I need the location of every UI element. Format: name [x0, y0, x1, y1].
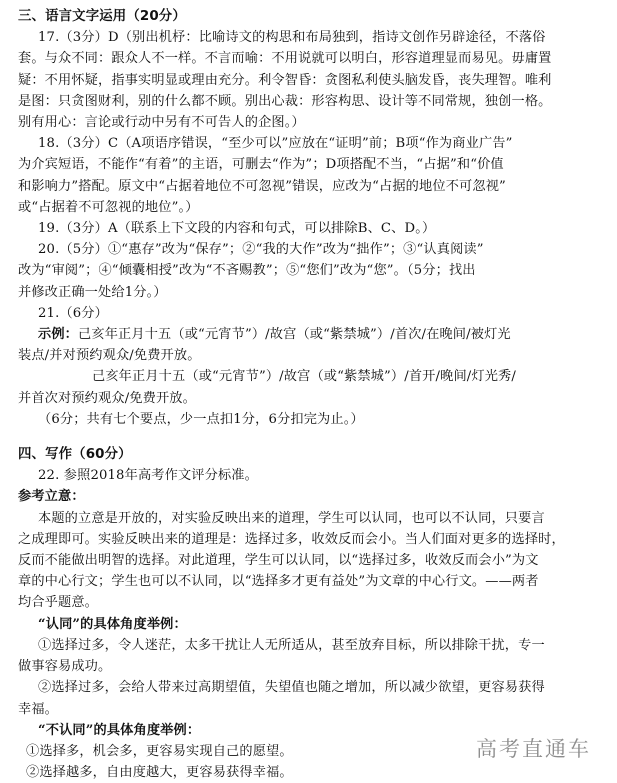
q18-line-3: 和影响力”搭配。原文中“占据着地位不可忽视”错误，应改为“占据的地位不可忽视” — [18, 178, 506, 194]
agree-2-line-2: 幸福。 — [18, 701, 59, 717]
q17-line-3: 疑：不用怀疑，指事实明显或理由充分。利令智昏：贪图私利使头脑发昏，丧失理智。唯利 — [18, 72, 552, 88]
section-gap — [18, 430, 607, 444]
reference-idea-text — [18, 508, 607, 614]
q18-line-1: 18.（3分）C（A项语序错误，“至少可以”应放在“证明”前；B项“作为商业广告” — [38, 136, 513, 152]
q18-line-4: 或“占据着不可忽视的地位”。） — [18, 199, 199, 215]
question-17 — [18, 27, 607, 133]
q17-line-1: 17.（3分）D（别出机杼：比喻诗文的构思和布局独到，指诗文创作另辟途径，不落俗 — [38, 30, 546, 46]
ref-line-4: 章的中心行文；学生也可以不认同，以“选择多才更有益处”为文章的中心行文。——两者 — [18, 574, 539, 590]
ref-line-2: 之成理即可。实验反映出来的道理是：选择过多，收效反而会小。当人们面对更多的选择时， — [18, 531, 565, 547]
section-three-heading: 三、语言文字运用（20分） — [18, 9, 186, 24]
q20-line-3: 并修改正确一处给1分。） — [18, 284, 167, 300]
disagree-2: ②选择越多，自由度越大，更容易获得幸福。 — [26, 765, 293, 781]
agree-1-line-1: ①选择过多，令人迷茫，太多干扰让人无所适从，甚至放弃目标，所以排除干扰，专一 — [38, 637, 545, 653]
agree-1-line-2: 做事容易成功。 — [18, 659, 112, 675]
ref-line-3: 反而不能做出明智的选择。对此道理，学生可以认同，以“选择过多，收效反而会小”为文 — [18, 553, 539, 569]
q17-line-5: 别有用心：言论或行动中另有不可告人的企图。） — [18, 115, 305, 131]
reference-idea-label: 参考立意： — [18, 489, 85, 505]
ref-line-1: 本题的立意是开放的，对实验反映出来的道理，学生可以认同，也可以不认同，只要言 — [38, 510, 545, 526]
agree-2-line-1: ②选择过多，会给人带来过高期望值，失望值也随之增加，所以减少欲望，更容易获得 — [38, 680, 545, 696]
q20-line-2: 改为“审阅”；④“倾囊相授”改为“不吝赐教”；⑤“您们”改为“您”。（5分；找出 — [18, 263, 476, 279]
disagree-angles-heading: “不认同”的具体角度举例： — [38, 722, 201, 738]
q17-line-4: 是图：只贪图财利，别的什么都不顾。别出心裁：形容构思、设计等不同常规，独创一格。 — [18, 93, 552, 109]
q20-line-1: 20.（5分）①“惠存”改为“保存”；②“我的大作”改为“拙作”；③“认真阅读” — [38, 242, 484, 258]
question-19: 19.（3分）A（联系上下文段的内容和句式，可以排除B、C、D。） — [38, 221, 436, 237]
q18-line-2: 为介宾短语，不能作“有着”的主语，可删去“作为”；D项搭配不当，“占据”和“价值 — [18, 157, 504, 173]
section-four-heading: 四、写作（60分） — [18, 447, 132, 463]
q21-scoring: （6分；共有七个要点，少一点扣1分，6分扣完为止。） — [38, 411, 364, 427]
q21-example-2-line-2: 并首次对预约观众/免费开放。 — [18, 390, 196, 406]
q21-example-1-line-2: 装点/并对预约观众/免费开放。 — [18, 348, 201, 364]
q21-example-1-line-1 — [18, 324, 607, 345]
q21-example-2-line-1: 己亥年正月十五（或“元宵节”）/故宫（或“紫禁城”）/首开/晚间/灯光秀/ — [92, 369, 516, 385]
q21-title: 21.（6分） — [38, 305, 108, 321]
q21-example-1-text: 己亥年正月十五（或“元宵节”）/故宫（或“紫禁城”）/首次/在晚间/被灯光 — [78, 327, 511, 343]
q21-example-label: 示例： — [38, 327, 79, 343]
agree-angles-heading: “认同”的具体角度举例： — [38, 616, 187, 632]
q17-line-2: 套。与众不同：跟众人不一样。不言而喻：不用说就可以明白，形容道理显而易见。毋庸置 — [18, 51, 552, 67]
watermark-logo: 高考直通车 — [476, 737, 591, 761]
question-22: 22. 参照2018年高考作文评分标准。 — [38, 468, 258, 484]
ref-line-5: 均合乎题意。 — [18, 595, 99, 611]
question-21 — [18, 303, 607, 430]
question-18 — [18, 133, 607, 218]
question-20 — [18, 239, 607, 303]
disagree-1: ①选择多，机会多，更容易实现自己的愿望。 — [26, 743, 293, 759]
